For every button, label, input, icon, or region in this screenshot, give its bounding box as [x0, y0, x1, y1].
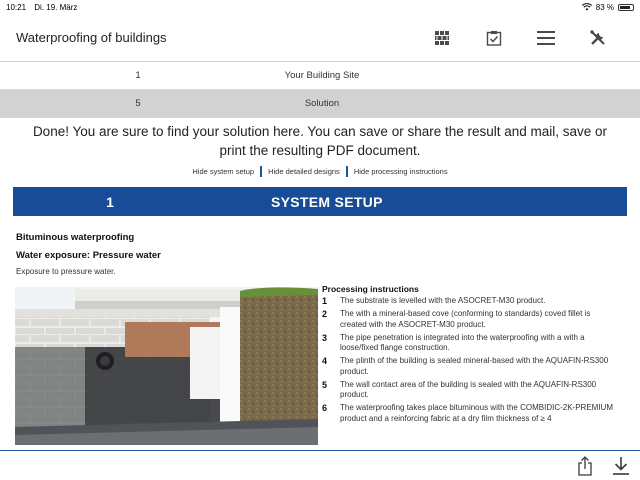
list-item: [322, 403, 618, 424]
list-item: [322, 333, 618, 354]
brick-wall-button[interactable]: [416, 18, 468, 58]
hide-system-setup-link[interactable]: Hide system setup: [192, 166, 255, 176]
done-message: Done! You are sure to find your solution here. You can save or share the result and mail, save or print the resulting PDF document.: [32, 124, 608, 158]
system-illustration: [15, 287, 318, 445]
exposure-heading: Water exposure: Pressure water: [16, 250, 161, 261]
clipboard-check-icon: [486, 30, 502, 46]
download-button[interactable]: [608, 453, 634, 479]
item-text: The wall contact area of the building is sealed with the AQUAFIN-RS300 product.: [340, 379, 597, 399]
step-row-5[interactable]: [0, 90, 640, 118]
share-icon: [577, 456, 593, 476]
bottom-toolbar: [0, 450, 640, 480]
processing-instructions: [322, 284, 618, 427]
status-bar: [0, 0, 640, 14]
download-icon: [612, 456, 630, 476]
checklist-button[interactable]: [468, 18, 520, 58]
step-number: 5: [135, 98, 141, 109]
waterproofing-cross-section-image: [15, 287, 318, 445]
tools-button[interactable]: [572, 18, 624, 58]
brick-wall-icon: [434, 30, 450, 46]
share-button[interactable]: [572, 453, 598, 479]
app-title: Waterproofing of buildings: [16, 30, 167, 45]
battery-percent: 83 %: [595, 2, 614, 12]
list-item: [322, 296, 618, 307]
app-actions: [416, 18, 624, 58]
item-number: 1: [322, 296, 328, 306]
item-number: 3: [322, 332, 328, 343]
system-heading: Bituminous waterproofing: [16, 232, 135, 243]
link-separator: [346, 166, 348, 177]
item-number: 6: [322, 403, 328, 413]
battery-icon: [618, 4, 634, 11]
step-label: Solution: [304, 98, 340, 109]
item-text: The plinth of the building is sealed mineral-based with the AQUAFIN-RS300 product.: [340, 356, 609, 376]
hide-processing-instructions-link[interactable]: Hide processing instructions: [353, 166, 448, 176]
list-item: [322, 380, 618, 401]
section-number: 1: [106, 193, 114, 210]
menu-button[interactable]: [520, 18, 572, 58]
wifi-icon: [582, 3, 592, 11]
section-title: SYSTEM SETUP: [271, 193, 383, 210]
hide-detailed-designs-link[interactable]: Hide detailed designs: [268, 166, 340, 176]
toggle-links: [0, 165, 640, 177]
exposure-text: Exposure to pressure water.: [16, 267, 116, 276]
step-row-1[interactable]: [0, 62, 640, 90]
status-time: 10:21: [6, 2, 27, 12]
list-item: [322, 309, 618, 330]
item-text: The with a mineral-based cove (conforming to standards) coved fillet is created with the ASOCRET-M30 product.: [340, 309, 591, 329]
list-item: [322, 356, 618, 377]
processing-list: [322, 296, 618, 424]
section-header: [13, 187, 627, 216]
status-date: Di. 19. März: [34, 2, 78, 12]
status-right: [582, 3, 634, 12]
item-number: 5: [322, 379, 328, 390]
step-number: 1: [135, 70, 141, 81]
step-label: Your Building Site: [284, 70, 360, 81]
item-number: 4: [322, 356, 328, 366]
item-text: The waterproofing takes place bituminous with the COMBIDIC-2K-PREMIUM product and a reinforcing fabric at a dry film thickness of ≥ 4: [340, 403, 613, 423]
menu-icon: [537, 30, 555, 46]
item-number: 2: [322, 309, 328, 319]
item-text: The pipe penetration is integrated into the waterproofing with a with a loose/fixed flange construction.: [340, 332, 585, 352]
app-bar: [0, 14, 640, 62]
tools-icon: [589, 29, 607, 47]
processing-heading: Processing instructions: [322, 284, 419, 294]
link-separator: [260, 166, 262, 177]
item-text: The substrate is levelled with the ASOCRET-M30 product.: [340, 296, 546, 305]
status-left: [6, 3, 83, 12]
